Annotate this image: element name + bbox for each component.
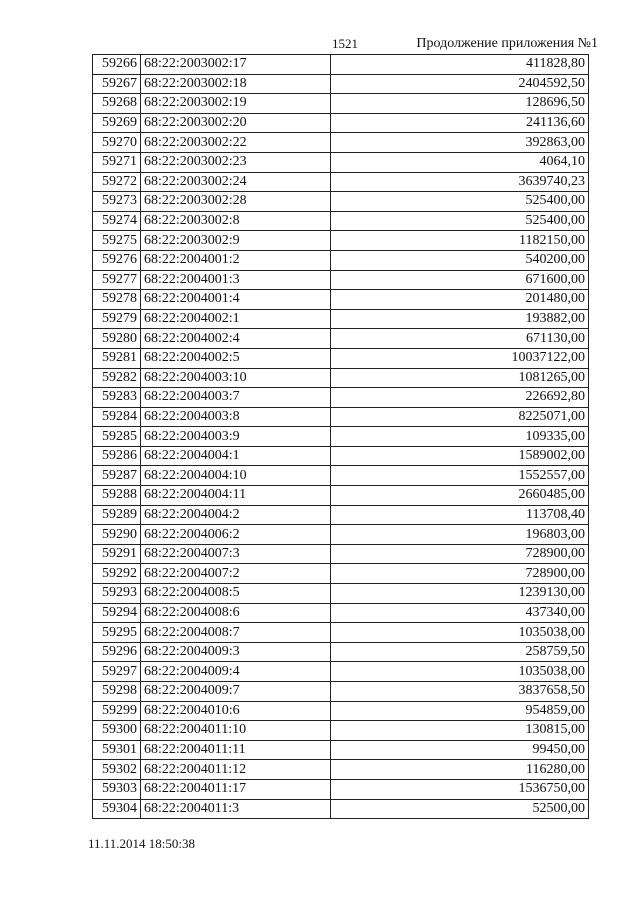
table-row (93, 407, 589, 427)
registry-table (92, 54, 589, 819)
cadastral-number-cell: 68:22:2004011:17 (141, 779, 331, 799)
cadastral-number-cell: 68:22:2004001:2 (141, 250, 331, 270)
cadastral-number-cell: 68:22:2003002:18 (141, 74, 331, 94)
row-number-cell: 59287 (93, 466, 141, 486)
cadastral-number-cell: 68:22:2004004:2 (141, 505, 331, 525)
value-cell: 196803,00 (331, 525, 589, 545)
table-row (93, 348, 589, 368)
cadastral-number-cell: 68:22:2004004:10 (141, 466, 331, 486)
cadastral-number-cell: 68:22:2004001:3 (141, 270, 331, 290)
table-row (93, 290, 589, 310)
cadastral-number-cell: 68:22:2004008:6 (141, 603, 331, 623)
cadastral-number-cell: 68:22:2004009:3 (141, 642, 331, 662)
table-row (93, 329, 589, 349)
table-row (93, 740, 589, 760)
row-number-cell: 59277 (93, 270, 141, 290)
cadastral-number-cell: 68:22:2004011:3 (141, 799, 331, 819)
row-number-cell: 59296 (93, 642, 141, 662)
value-cell: 1035038,00 (331, 662, 589, 682)
cadastral-number-cell: 68:22:2004001:4 (141, 290, 331, 310)
value-cell: 226692,80 (331, 388, 589, 408)
row-number-cell: 59279 (93, 309, 141, 329)
cadastral-number-cell: 68:22:2003002:28 (141, 192, 331, 212)
row-number-cell: 59301 (93, 740, 141, 760)
value-cell: 1536750,00 (331, 779, 589, 799)
row-number-cell: 59303 (93, 779, 141, 799)
value-cell: 116280,00 (331, 760, 589, 780)
value-cell: 3837658,50 (331, 682, 589, 702)
value-cell: 2404592,50 (331, 74, 589, 94)
value-cell: 3639740,23 (331, 172, 589, 192)
row-number-cell: 59288 (93, 486, 141, 506)
cadastral-number-cell: 68:22:2003002:23 (141, 152, 331, 172)
cadastral-number-cell: 68:22:2004002:5 (141, 348, 331, 368)
row-number-cell: 59275 (93, 231, 141, 251)
row-number-cell: 59297 (93, 662, 141, 682)
value-cell: 671130,00 (331, 329, 589, 349)
row-number-cell: 59283 (93, 388, 141, 408)
cadastral-number-cell: 68:22:2003002:20 (141, 113, 331, 133)
table-row (93, 446, 589, 466)
cadastral-number-cell: 68:22:2003002:22 (141, 133, 331, 153)
table-row (93, 642, 589, 662)
value-cell: 1035038,00 (331, 623, 589, 643)
value-cell: 10037122,00 (331, 348, 589, 368)
table-row (93, 74, 589, 94)
table-row (93, 564, 589, 584)
row-number-cell: 59291 (93, 544, 141, 564)
table-row (93, 368, 589, 388)
value-cell: 99450,00 (331, 740, 589, 760)
table-row (93, 721, 589, 741)
row-number-cell: 59293 (93, 584, 141, 604)
table-row (93, 172, 589, 192)
row-number-cell: 59269 (93, 113, 141, 133)
cadastral-number-cell: 68:22:2004003:7 (141, 388, 331, 408)
cadastral-number-cell: 68:22:2004007:2 (141, 564, 331, 584)
table-row (93, 309, 589, 329)
row-number-cell: 59292 (93, 564, 141, 584)
row-number-cell: 59271 (93, 152, 141, 172)
row-number-cell: 59284 (93, 407, 141, 427)
row-number-cell: 59272 (93, 172, 141, 192)
table-row (93, 250, 589, 270)
row-number-cell: 59273 (93, 192, 141, 212)
table-row (93, 192, 589, 212)
row-number-cell: 59304 (93, 799, 141, 819)
value-cell: 201480,00 (331, 290, 589, 310)
row-number-cell: 59270 (93, 133, 141, 153)
row-number-cell: 59285 (93, 427, 141, 447)
value-cell: 4064,10 (331, 152, 589, 172)
table-row (93, 113, 589, 133)
row-number-cell: 59282 (93, 368, 141, 388)
cadastral-number-cell: 68:22:2004007:3 (141, 544, 331, 564)
cadastral-number-cell: 68:22:2004003:10 (141, 368, 331, 388)
cadastral-number-cell: 68:22:2003002:19 (141, 94, 331, 114)
value-cell: 671600,00 (331, 270, 589, 290)
cadastral-number-cell: 68:22:2004011:12 (141, 760, 331, 780)
row-number-cell: 59280 (93, 329, 141, 349)
table-row (93, 799, 589, 819)
value-cell: 130815,00 (331, 721, 589, 741)
value-cell: 109335,00 (331, 427, 589, 447)
cadastral-number-cell: 68:22:2003002:24 (141, 172, 331, 192)
footer-timestamp: 11.11.2014 18:50:38 (88, 836, 196, 851)
value-cell: 728900,00 (331, 544, 589, 564)
value-cell: 540200,00 (331, 250, 589, 270)
value-cell: 1552557,00 (331, 466, 589, 486)
table-row (93, 466, 589, 486)
row-number-cell: 59268 (93, 94, 141, 114)
table-body (93, 55, 589, 819)
row-number-cell: 59274 (93, 211, 141, 231)
value-cell: 525400,00 (331, 192, 589, 212)
cadastral-number-cell: 68:22:2004003:9 (141, 427, 331, 447)
value-cell: 392863,00 (331, 133, 589, 153)
table-row (93, 760, 589, 780)
table-row (93, 584, 589, 604)
row-number-cell: 59286 (93, 446, 141, 466)
row-number-cell: 59295 (93, 623, 141, 643)
cadastral-number-cell: 68:22:2004008:7 (141, 623, 331, 643)
cadastral-number-cell: 68:22:2003002:8 (141, 211, 331, 231)
table-row (93, 603, 589, 623)
value-cell: 954859,00 (331, 701, 589, 721)
table-row (93, 270, 589, 290)
table-row (93, 55, 589, 75)
table-row (93, 427, 589, 447)
appendix-title: Продолжение приложения №1 (416, 36, 598, 51)
row-number-cell: 59267 (93, 74, 141, 94)
row-number-cell: 59290 (93, 525, 141, 545)
row-number-cell: 59276 (93, 250, 141, 270)
value-cell: 2660485,00 (331, 486, 589, 506)
value-cell: 258759,50 (331, 642, 589, 662)
cadastral-number-cell: 68:22:2004004:11 (141, 486, 331, 506)
value-cell: 128696,50 (331, 94, 589, 114)
value-cell: 52500,00 (331, 799, 589, 819)
table-row (93, 544, 589, 564)
value-cell: 8225071,00 (331, 407, 589, 427)
page-number: 1521 (332, 36, 358, 51)
row-number-cell: 59300 (93, 721, 141, 741)
row-number-cell: 59278 (93, 290, 141, 310)
row-number-cell: 59281 (93, 348, 141, 368)
table-row (93, 486, 589, 506)
table-row (93, 662, 589, 682)
table-row (93, 682, 589, 702)
value-cell: 411828,80 (331, 55, 589, 75)
row-number-cell: 59266 (93, 55, 141, 75)
row-number-cell: 59302 (93, 760, 141, 780)
table-row (93, 623, 589, 643)
cadastral-number-cell: 68:22:2003002:9 (141, 231, 331, 251)
table-row (93, 505, 589, 525)
cadastral-number-cell: 68:22:2004009:4 (141, 662, 331, 682)
table-row (93, 388, 589, 408)
row-number-cell: 59298 (93, 682, 141, 702)
cadastral-number-cell: 68:22:2004010:6 (141, 701, 331, 721)
cadastral-number-cell: 68:22:2004006:2 (141, 525, 331, 545)
cadastral-number-cell: 68:22:2004008:5 (141, 584, 331, 604)
cadastral-number-cell: 68:22:2004002:4 (141, 329, 331, 349)
value-cell: 525400,00 (331, 211, 589, 231)
row-number-cell: 59294 (93, 603, 141, 623)
value-cell: 437340,00 (331, 603, 589, 623)
cadastral-number-cell: 68:22:2004011:11 (141, 740, 331, 760)
value-cell: 1589002,00 (331, 446, 589, 466)
table-row (93, 211, 589, 231)
table-row (93, 701, 589, 721)
value-cell: 113708,40 (331, 505, 589, 525)
value-cell: 1182150,00 (331, 231, 589, 251)
value-cell: 241136,60 (331, 113, 589, 133)
table-row (93, 525, 589, 545)
table-row (93, 133, 589, 153)
value-cell: 1239130,00 (331, 584, 589, 604)
row-number-cell: 59289 (93, 505, 141, 525)
table-row (93, 231, 589, 251)
cadastral-number-cell: 68:22:2004002:1 (141, 309, 331, 329)
value-cell: 193882,00 (331, 309, 589, 329)
cadastral-number-cell: 68:22:2004003:8 (141, 407, 331, 427)
cadastral-number-cell: 68:22:2004009:7 (141, 682, 331, 702)
cadastral-number-cell: 68:22:2003002:17 (141, 55, 331, 75)
row-number-cell: 59299 (93, 701, 141, 721)
table-row (93, 152, 589, 172)
value-cell: 1081265,00 (331, 368, 589, 388)
cadastral-number-cell: 68:22:2004011:10 (141, 721, 331, 741)
table-row (93, 94, 589, 114)
value-cell: 728900,00 (331, 564, 589, 584)
cadastral-number-cell: 68:22:2004004:1 (141, 446, 331, 466)
table-row (93, 779, 589, 799)
